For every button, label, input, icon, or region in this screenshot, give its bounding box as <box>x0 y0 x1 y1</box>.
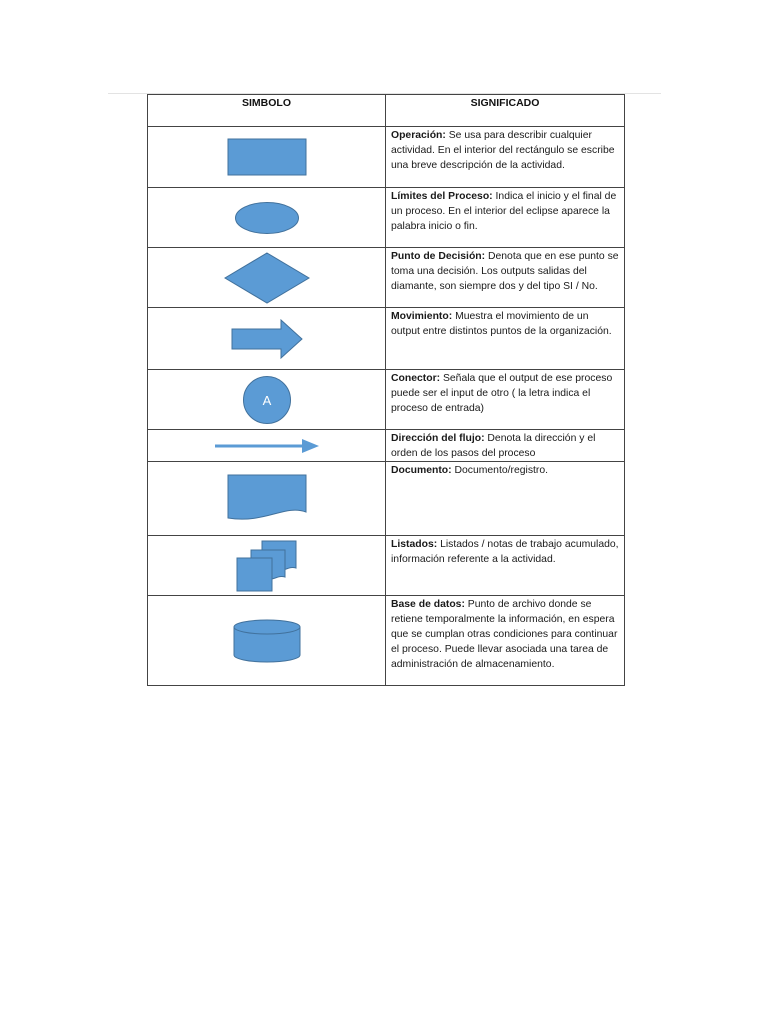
symbol-cell <box>148 308 386 370</box>
symbol-cell <box>148 430 386 462</box>
document-icon <box>227 474 307 524</box>
table-row <box>148 127 625 188</box>
symbol-cell <box>148 188 386 248</box>
row-title: Base de datos: <box>391 599 465 610</box>
meaning-cell <box>386 370 625 430</box>
table-row <box>148 188 625 248</box>
table-row <box>148 308 625 370</box>
row-title: Documento: <box>391 465 452 476</box>
symbol-cell <box>148 536 386 596</box>
connector-circle-icon <box>242 375 292 425</box>
symbol-cell <box>148 462 386 536</box>
meaning-cell <box>386 248 625 308</box>
rectangle-icon <box>227 138 307 176</box>
meaning-cell <box>386 536 625 596</box>
flowchart-symbols-table <box>147 94 625 686</box>
meaning-cell <box>386 127 625 188</box>
connector-letter: A <box>262 392 271 408</box>
row-title: Movimiento: <box>391 311 453 322</box>
table-row <box>148 248 625 308</box>
flow-arrow-icon <box>214 438 320 454</box>
table-header-row <box>148 95 625 127</box>
meaning-cell <box>386 596 625 686</box>
row-text: Punto de archivo donde se retiene temporalmente la información, en espera que se cumplan otras condiciones para continuar el proceso. Puede llevar asociada una tarea de administración de almacenamiento. <box>391 599 618 670</box>
symbol-cell <box>148 596 386 686</box>
header-meaning: SIGNIFICADO <box>386 95 625 127</box>
meaning-cell <box>386 430 625 462</box>
diamond-icon <box>224 252 310 304</box>
row-title: Punto de Decisión: <box>391 251 486 262</box>
symbol-cell <box>148 127 386 188</box>
table-row <box>148 430 625 462</box>
row-title: Límites del Proceso: <box>391 191 493 202</box>
table-row <box>148 370 625 430</box>
table-row <box>148 536 625 596</box>
row-text: Listados / notas de trabajo acumulado, información referente a la actividad. <box>391 539 619 565</box>
symbol-cell <box>148 248 386 308</box>
meaning-cell <box>386 188 625 248</box>
meaning-cell <box>386 462 625 536</box>
block-arrow-icon <box>231 319 303 359</box>
table-row <box>148 462 625 536</box>
row-title: Dirección del flujo: <box>391 433 485 444</box>
row-title: Listados: <box>391 539 438 550</box>
row-text: Se usa para describir cualquier actividad. En el interior del rectángulo se escribe una breve descripción de la actividad. <box>391 130 615 171</box>
row-text: Denota que en ese punto se toma una decisión. Los outputs salidas del diamante, son siempre dos y del tipo SI / No. <box>391 251 619 292</box>
row-title: Operación: <box>391 130 446 141</box>
row-text: Señala que el output de ese proceso puede ser el input de otro ( la letra indica el proceso de entrada) <box>391 373 613 414</box>
meaning-cell <box>386 308 625 370</box>
row-text: Muestra el movimiento de un output entre distintos puntos de la organización. <box>391 311 612 337</box>
row-text: Documento/registro. <box>451 465 549 476</box>
row-title: Conector: <box>391 373 441 384</box>
symbol-cell <box>148 370 386 430</box>
row-text: Denota la dirección y el orden de los pasos del proceso <box>391 433 596 459</box>
table-row <box>148 596 625 686</box>
ellipse-icon <box>234 201 300 235</box>
header-symbol: SIMBOLO <box>148 95 386 127</box>
database-icon <box>233 619 301 663</box>
multi-document-icon <box>236 540 298 592</box>
row-text: Indica el inicio y el final de un proceso. En el interior del eclipse aparece la palabra inicio o fin. <box>391 191 617 232</box>
